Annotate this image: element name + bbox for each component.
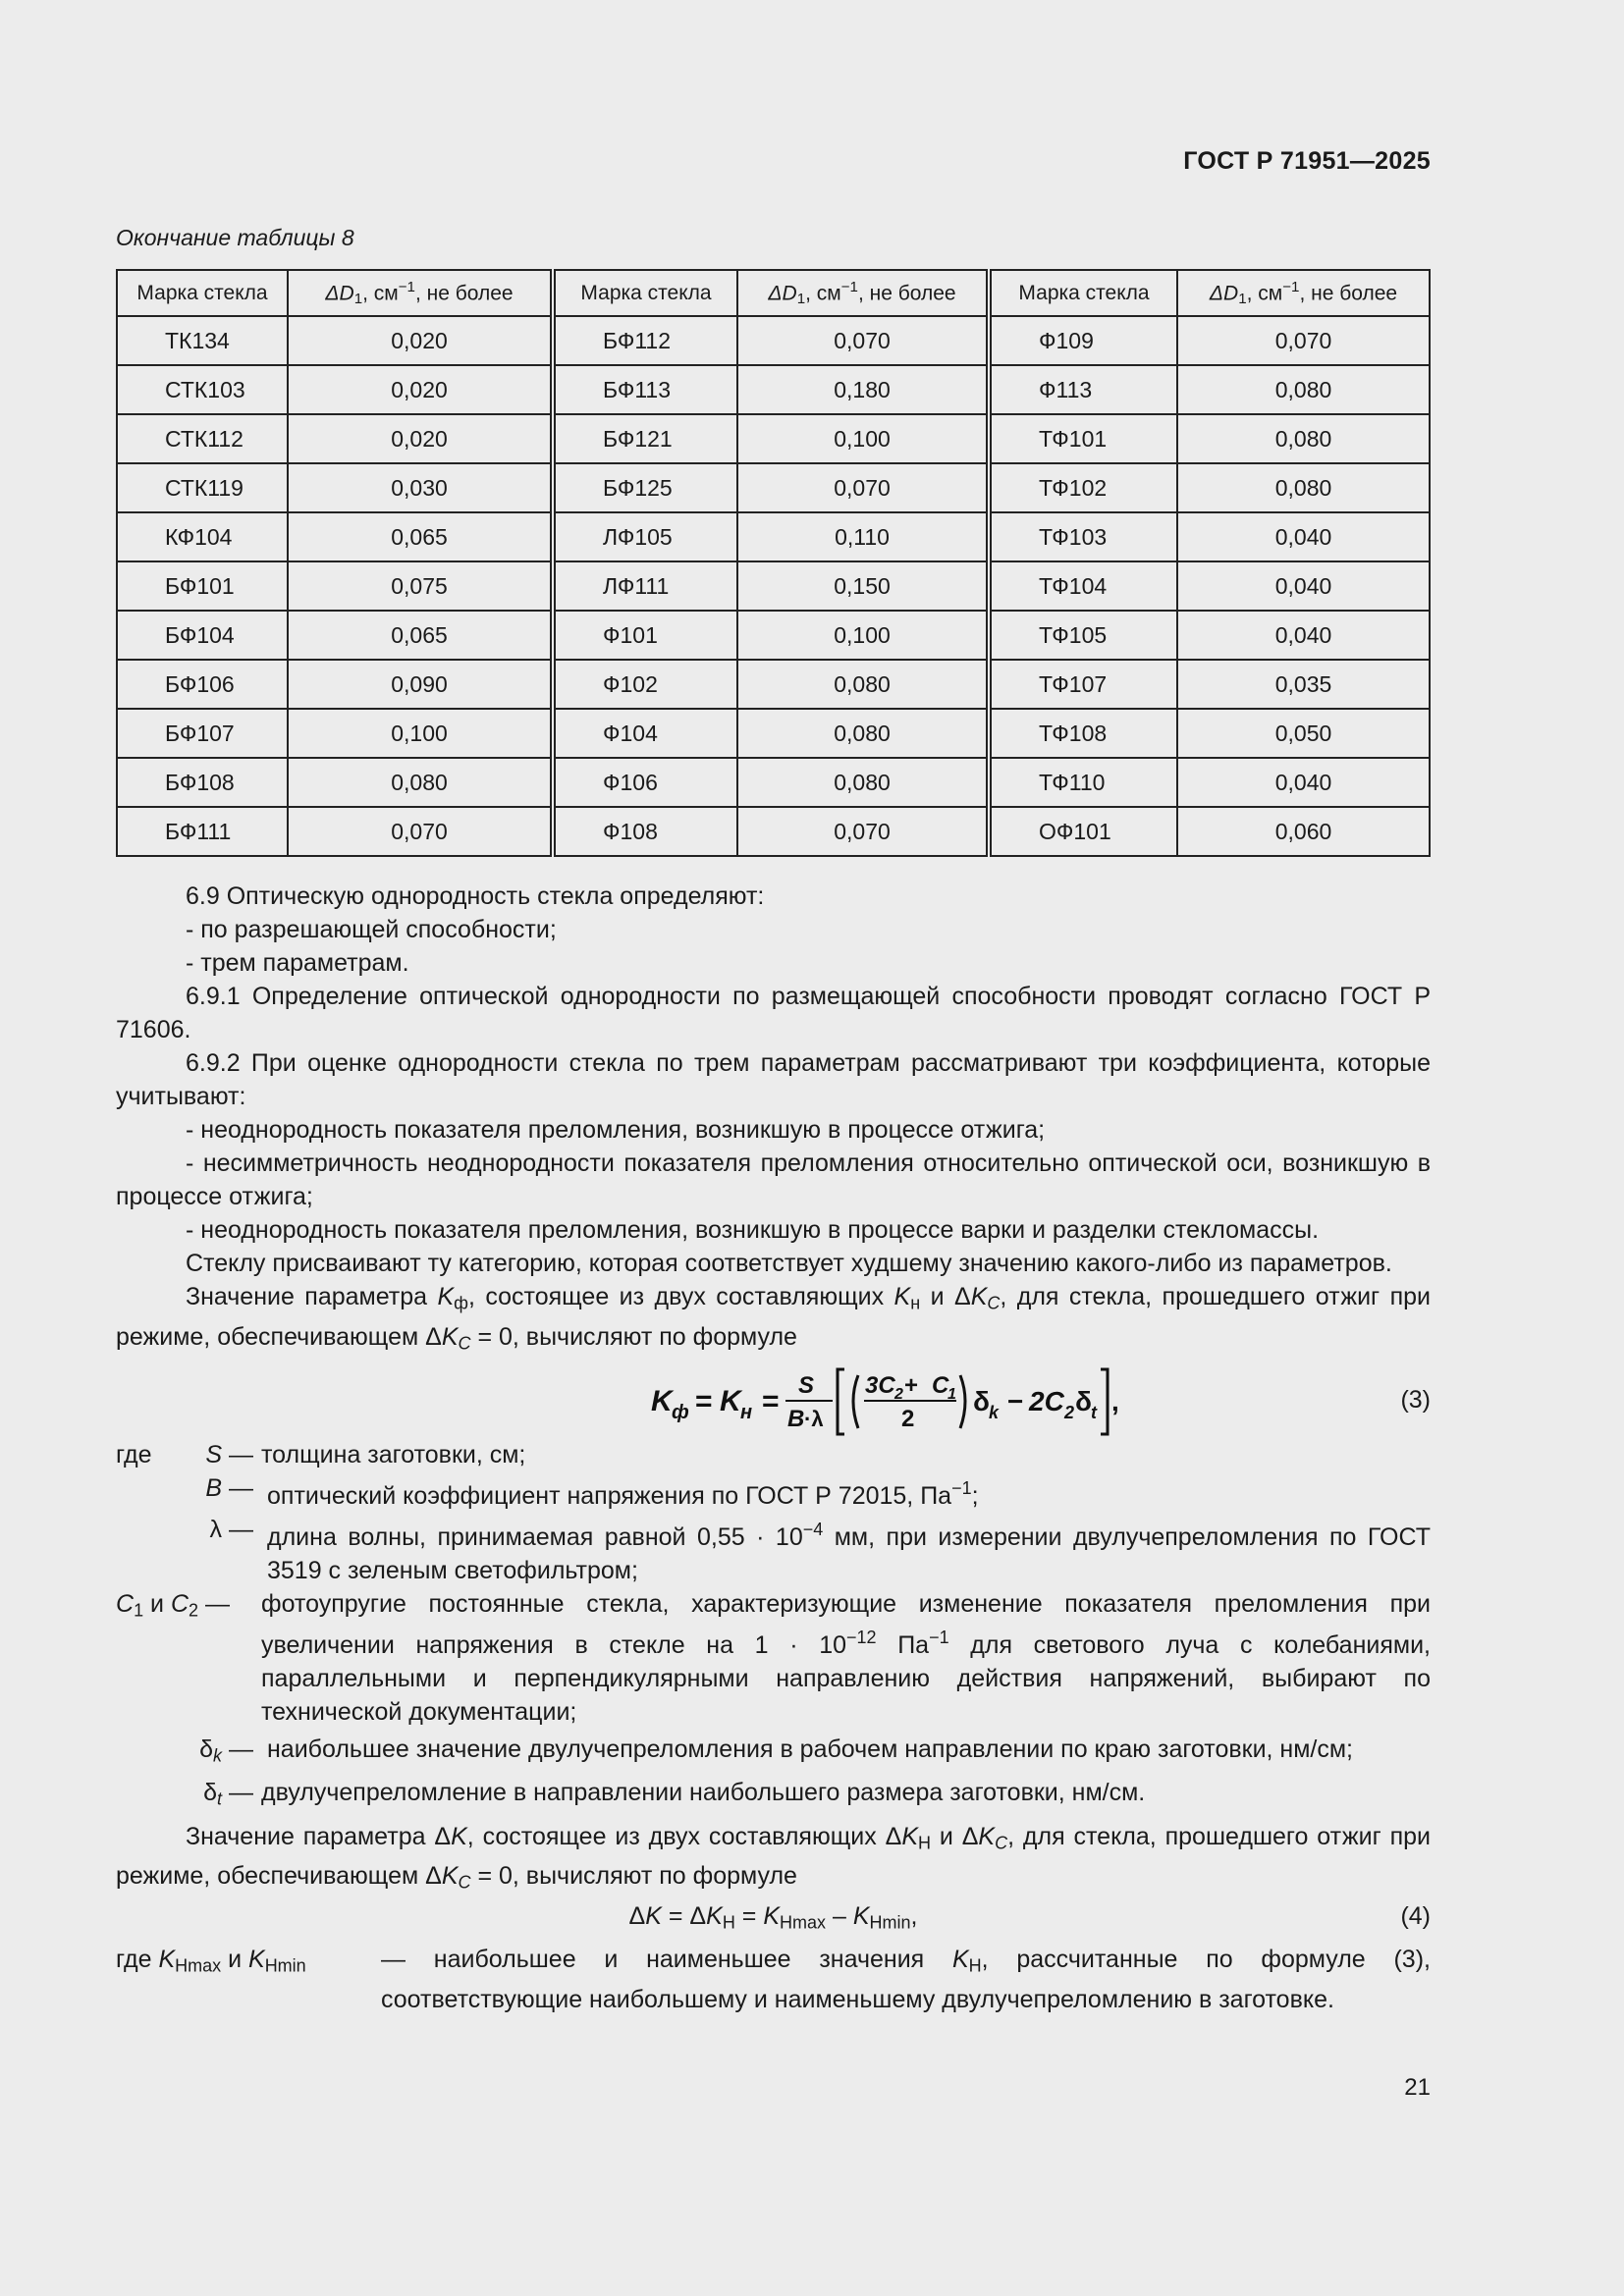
svg-text:K: K <box>651 1385 673 1417</box>
glass-grade-cell: СТК103 <box>117 365 288 414</box>
delta-d1-cell: 0,080 <box>1177 463 1430 512</box>
svg-text:K: K <box>720 1385 741 1417</box>
glass-grade-cell: ЛФ105 <box>553 512 737 561</box>
glass-grade-cell: Ф109 <box>989 316 1177 365</box>
svg-text:t: t <box>1091 1403 1097 1422</box>
definition-b: B — оптический коэффициент напряжения по ГОСТ Р 72015, $Па^{-1}$; <box>205 1474 979 1510</box>
delta-d1-cell: 0,070 <box>737 463 989 512</box>
glass-grade-cell: БФ121 <box>553 414 737 463</box>
glass-grade-cell: ОФ101 <box>989 807 1177 856</box>
svg-text:1: 1 <box>947 1386 956 1403</box>
glass-grade-cell: Ф102 <box>553 660 737 709</box>
svg-text:C: C <box>932 1372 949 1399</box>
delta-d1-cell: 0,075 <box>288 561 553 611</box>
svg-text:δ: δ <box>973 1386 990 1416</box>
glass-grade-cell: Ф101 <box>553 611 737 660</box>
formula-4-expression: $\Delta K = \Delta K_Н = K_{Нmax} - K_{Нmin}$, <box>628 1901 918 1933</box>
glass-grade-cell: ТФ105 <box>989 611 1177 660</box>
svg-text:S: S <box>798 1372 815 1399</box>
paragraph: 6.9.1 Определение оптической однородности по размещающей способности проводят согласно ГОСТ Р 71606. <box>116 983 1431 1043</box>
delta-d1-cell: 0,080 <box>1177 414 1430 463</box>
glass-grade-cell: КФ104 <box>117 512 288 561</box>
svg-text:δ: δ <box>1075 1386 1092 1416</box>
paragraph: Значение параметра ΔK, состоящее из двух составляющих $\Delta K_Н$ и $\Delta K_C$, для стекла, прошедшего отжиг при режиме, обеспечивающем $\Delta K_C = 0$, вычисляют по формуле <box>116 1822 1431 1893</box>
delta-d1-cell: 0,035 <box>1177 660 1430 709</box>
delta-d1-cell: 0,070 <box>1177 316 1430 365</box>
table-row <box>117 758 1430 807</box>
paragraph: 6.9 Оптическую однородность стекла определяют: <box>186 882 765 910</box>
delta-d1-cell: 0,090 <box>288 660 553 709</box>
delta-d1-cell: 0,080 <box>737 709 989 758</box>
svg-text:2C: 2C <box>1029 1386 1064 1416</box>
glass-grade-cell: ТФ108 <box>989 709 1177 758</box>
definitions-list <box>116 1438 1431 1816</box>
table-header-row <box>117 270 1430 316</box>
svg-text:B: B <box>787 1406 805 1432</box>
svg-text:k: k <box>989 1403 1000 1422</box>
column-header-value: $\Delta D_1$, $см^{-1}$, не более <box>1177 270 1430 316</box>
svg-text:−: − <box>1007 1386 1024 1416</box>
delta-d1-cell: 0,070 <box>737 807 989 856</box>
table-row <box>117 561 1430 611</box>
delta-d1-cell: 0,070 <box>737 316 989 365</box>
glass-grade-cell: ТФ102 <box>989 463 1177 512</box>
glass-grade-cell: СТК112 <box>117 414 288 463</box>
table-row <box>117 660 1430 709</box>
formula-3 <box>116 1363 1431 1438</box>
definition-delta-k: $\delta_k$ — наибольшее значение двулучепреломления в рабочем направлении по краю заготовки, нм/см; <box>199 1735 1353 1766</box>
delta-d1-cell: 0,040 <box>1177 512 1430 561</box>
glass-grade-cell: БФ106 <box>117 660 288 709</box>
formula-3-graphic <box>538 1363 1166 1438</box>
glass-grade-cell: ТФ107 <box>989 660 1177 709</box>
document-header: ГОСТ Р 71951—2025 <box>1183 147 1431 175</box>
column-header-value: $\Delta D_1$, $см^{-1}$, не более <box>288 270 553 316</box>
list-item: - несимметричность неоднородности показателя преломления относительно оптической оси, возникшую в процессе отжига; <box>116 1149 1431 1210</box>
glass-grade-cell: БФ104 <box>117 611 288 660</box>
glass-grade-cell: ТК134 <box>117 316 288 365</box>
glass-grade-cell: БФ101 <box>117 561 288 611</box>
table-row <box>117 463 1430 512</box>
page-number: 21 <box>1404 2074 1431 2101</box>
paragraph: 6.9.2 При оценке однородности стекла по трем параметрам рассматривают три коэффициента, которые учитывают: <box>116 1049 1431 1110</box>
delta-d1-cell: 0,065 <box>288 512 553 561</box>
table-caption: Окончание таблицы 8 <box>116 225 354 250</box>
svg-text:=: = <box>762 1385 780 1417</box>
delta-d1-cell: 0,180 <box>737 365 989 414</box>
svg-text:3C: 3C <box>865 1372 895 1399</box>
formula-4 <box>116 1899 1431 1940</box>
glass-grade-cell: ТФ104 <box>989 561 1177 611</box>
glass-grade-cell: ЛФ111 <box>553 561 737 611</box>
delta-d1-cell: 0,020 <box>288 365 553 414</box>
glass-grade-cell: Ф106 <box>553 758 737 807</box>
delta-d1-cell: 0,110 <box>737 512 989 561</box>
definition-c: $C_1$ и $C_2$ — фотоупругие постоянные стекла, характеризующие изменение показателя преломления при увеличении напряжения в стекле на $1 \cdot 10^{-12}$ $Па^{-1}$ для светового луча с колебаниями, параллельными и перпендикулярными направлению действия напряжений, выбирают по технической документации; <box>116 1589 1431 1726</box>
list-item: - неоднородность показателя преломления, возникшую в процессе отжига; <box>186 1116 1046 1144</box>
definition-s: где S — толщина заготовки, см; <box>116 1441 526 1468</box>
svg-text:·λ: ·λ <box>804 1407 824 1431</box>
glass-grade-cell: Ф104 <box>553 709 737 758</box>
table-row <box>117 611 1430 660</box>
glass-grade-cell: БФ112 <box>553 316 737 365</box>
delta-d1-cell: 0,080 <box>288 758 553 807</box>
table-row <box>117 414 1430 463</box>
delta-d1-cell: 0,030 <box>288 463 553 512</box>
delta-d1-cell: 0,080 <box>1177 365 1430 414</box>
delta-d1-cell: 0,050 <box>1177 709 1430 758</box>
delta-d1-cell: 0,065 <box>288 611 553 660</box>
delta-d1-cell: 0,020 <box>288 414 553 463</box>
delta-d1-cell: 0,100 <box>737 414 989 463</box>
glass-grade-cell: БФ107 <box>117 709 288 758</box>
delta-d1-cell: 0,020 <box>288 316 553 365</box>
delta-d1-cell: 0,150 <box>737 561 989 611</box>
table-row <box>117 512 1430 561</box>
definition-lambda: λ — длина волны, принимаемая равной $0,55 \cdot 10^{-4}$ мм, при измерении двулучепреломления по ГОСТ 3519 с зеленым светофильтром; <box>209 1515 1431 1584</box>
formula-number: (4) <box>1400 1901 1431 1930</box>
glass-grade-cell: БФ108 <box>117 758 288 807</box>
glass-grade-cell: ТФ110 <box>989 758 1177 807</box>
list-item: - по разрешающей способности; <box>186 916 557 943</box>
delta-d1-cell: 0,040 <box>1177 561 1430 611</box>
column-header-name: Марка стекла <box>989 270 1177 316</box>
column-header-name: Марка стекла <box>553 270 737 316</box>
delta-d1-cell: 0,060 <box>1177 807 1430 856</box>
table-row <box>117 316 1430 365</box>
svg-text:ф: ф <box>672 1402 689 1423</box>
table-row <box>117 807 1430 856</box>
svg-text:+: + <box>904 1372 919 1399</box>
formula-number: (3) <box>1400 1386 1431 1414</box>
svg-text:2: 2 <box>894 1386 903 1403</box>
column-header-name: Марка стекла <box>117 270 288 316</box>
glass-grade-cell: ТФ101 <box>989 414 1177 463</box>
definition-delta-t: $\delta_t$ — двулучепреломление в направлении наибольшего размера заготовки, нм/см. <box>203 1779 1146 1809</box>
delta-d1-cell: 0,100 <box>737 611 989 660</box>
list-item: - неоднородность показателя преломления, возникшую в процессе варки и разделки стекломассы. <box>186 1216 1320 1244</box>
table-row <box>117 709 1430 758</box>
glass-grade-cell: Ф113 <box>989 365 1177 414</box>
definition-kmax-kmin: где $K_{Нmax}$ и $K_{Нmin}$ — наибольшее и наименьшее значения $K_Н$, рассчитанные по формуле (3), соответствующие наибольшему и наименьшему двулучепреломлению в заготовке. <box>116 1946 1431 2013</box>
delta-d1-cell: 0,100 <box>288 709 553 758</box>
list-item: - трем параметрам. <box>186 949 409 977</box>
svg-text:2: 2 <box>901 1406 915 1432</box>
body-text <box>116 880 1431 2016</box>
glass-table <box>116 269 1431 857</box>
paragraph: Стеклу присваивают ту категорию, которая соответствует худшему значению какого-либо из параметров. <box>186 1250 1392 1277</box>
svg-text:н: н <box>740 1402 753 1423</box>
glass-grade-cell: ТФ103 <box>989 512 1177 561</box>
svg-text:=: = <box>695 1385 713 1417</box>
delta-d1-cell: 0,040 <box>1177 611 1430 660</box>
glass-grade-cell: БФ111 <box>117 807 288 856</box>
column-header-value: $\Delta D_1$, $см^{-1}$, не более <box>737 270 989 316</box>
svg-text:,: , <box>1111 1386 1119 1416</box>
delta-d1-cell: 0,080 <box>737 758 989 807</box>
glass-grade-cell: БФ113 <box>553 365 737 414</box>
delta-d1-cell: 0,040 <box>1177 758 1430 807</box>
glass-grade-cell: БФ125 <box>553 463 737 512</box>
table-row <box>117 365 1430 414</box>
glass-grade-cell: СТК119 <box>117 463 288 512</box>
glass-grade-cell: Ф108 <box>553 807 737 856</box>
delta-d1-cell: 0,070 <box>288 807 553 856</box>
paragraph: Значение параметра $K_ф$, состоящее из двух составляющих $K_н$ и $\Delta K_C$, для стекла, прошедшего отжиг при режиме, обеспечивающем $\Delta K_C = 0$, вычисляют по формуле <box>116 1283 1432 1353</box>
svg-text:2: 2 <box>1064 1403 1075 1422</box>
delta-d1-cell: 0,080 <box>737 660 989 709</box>
